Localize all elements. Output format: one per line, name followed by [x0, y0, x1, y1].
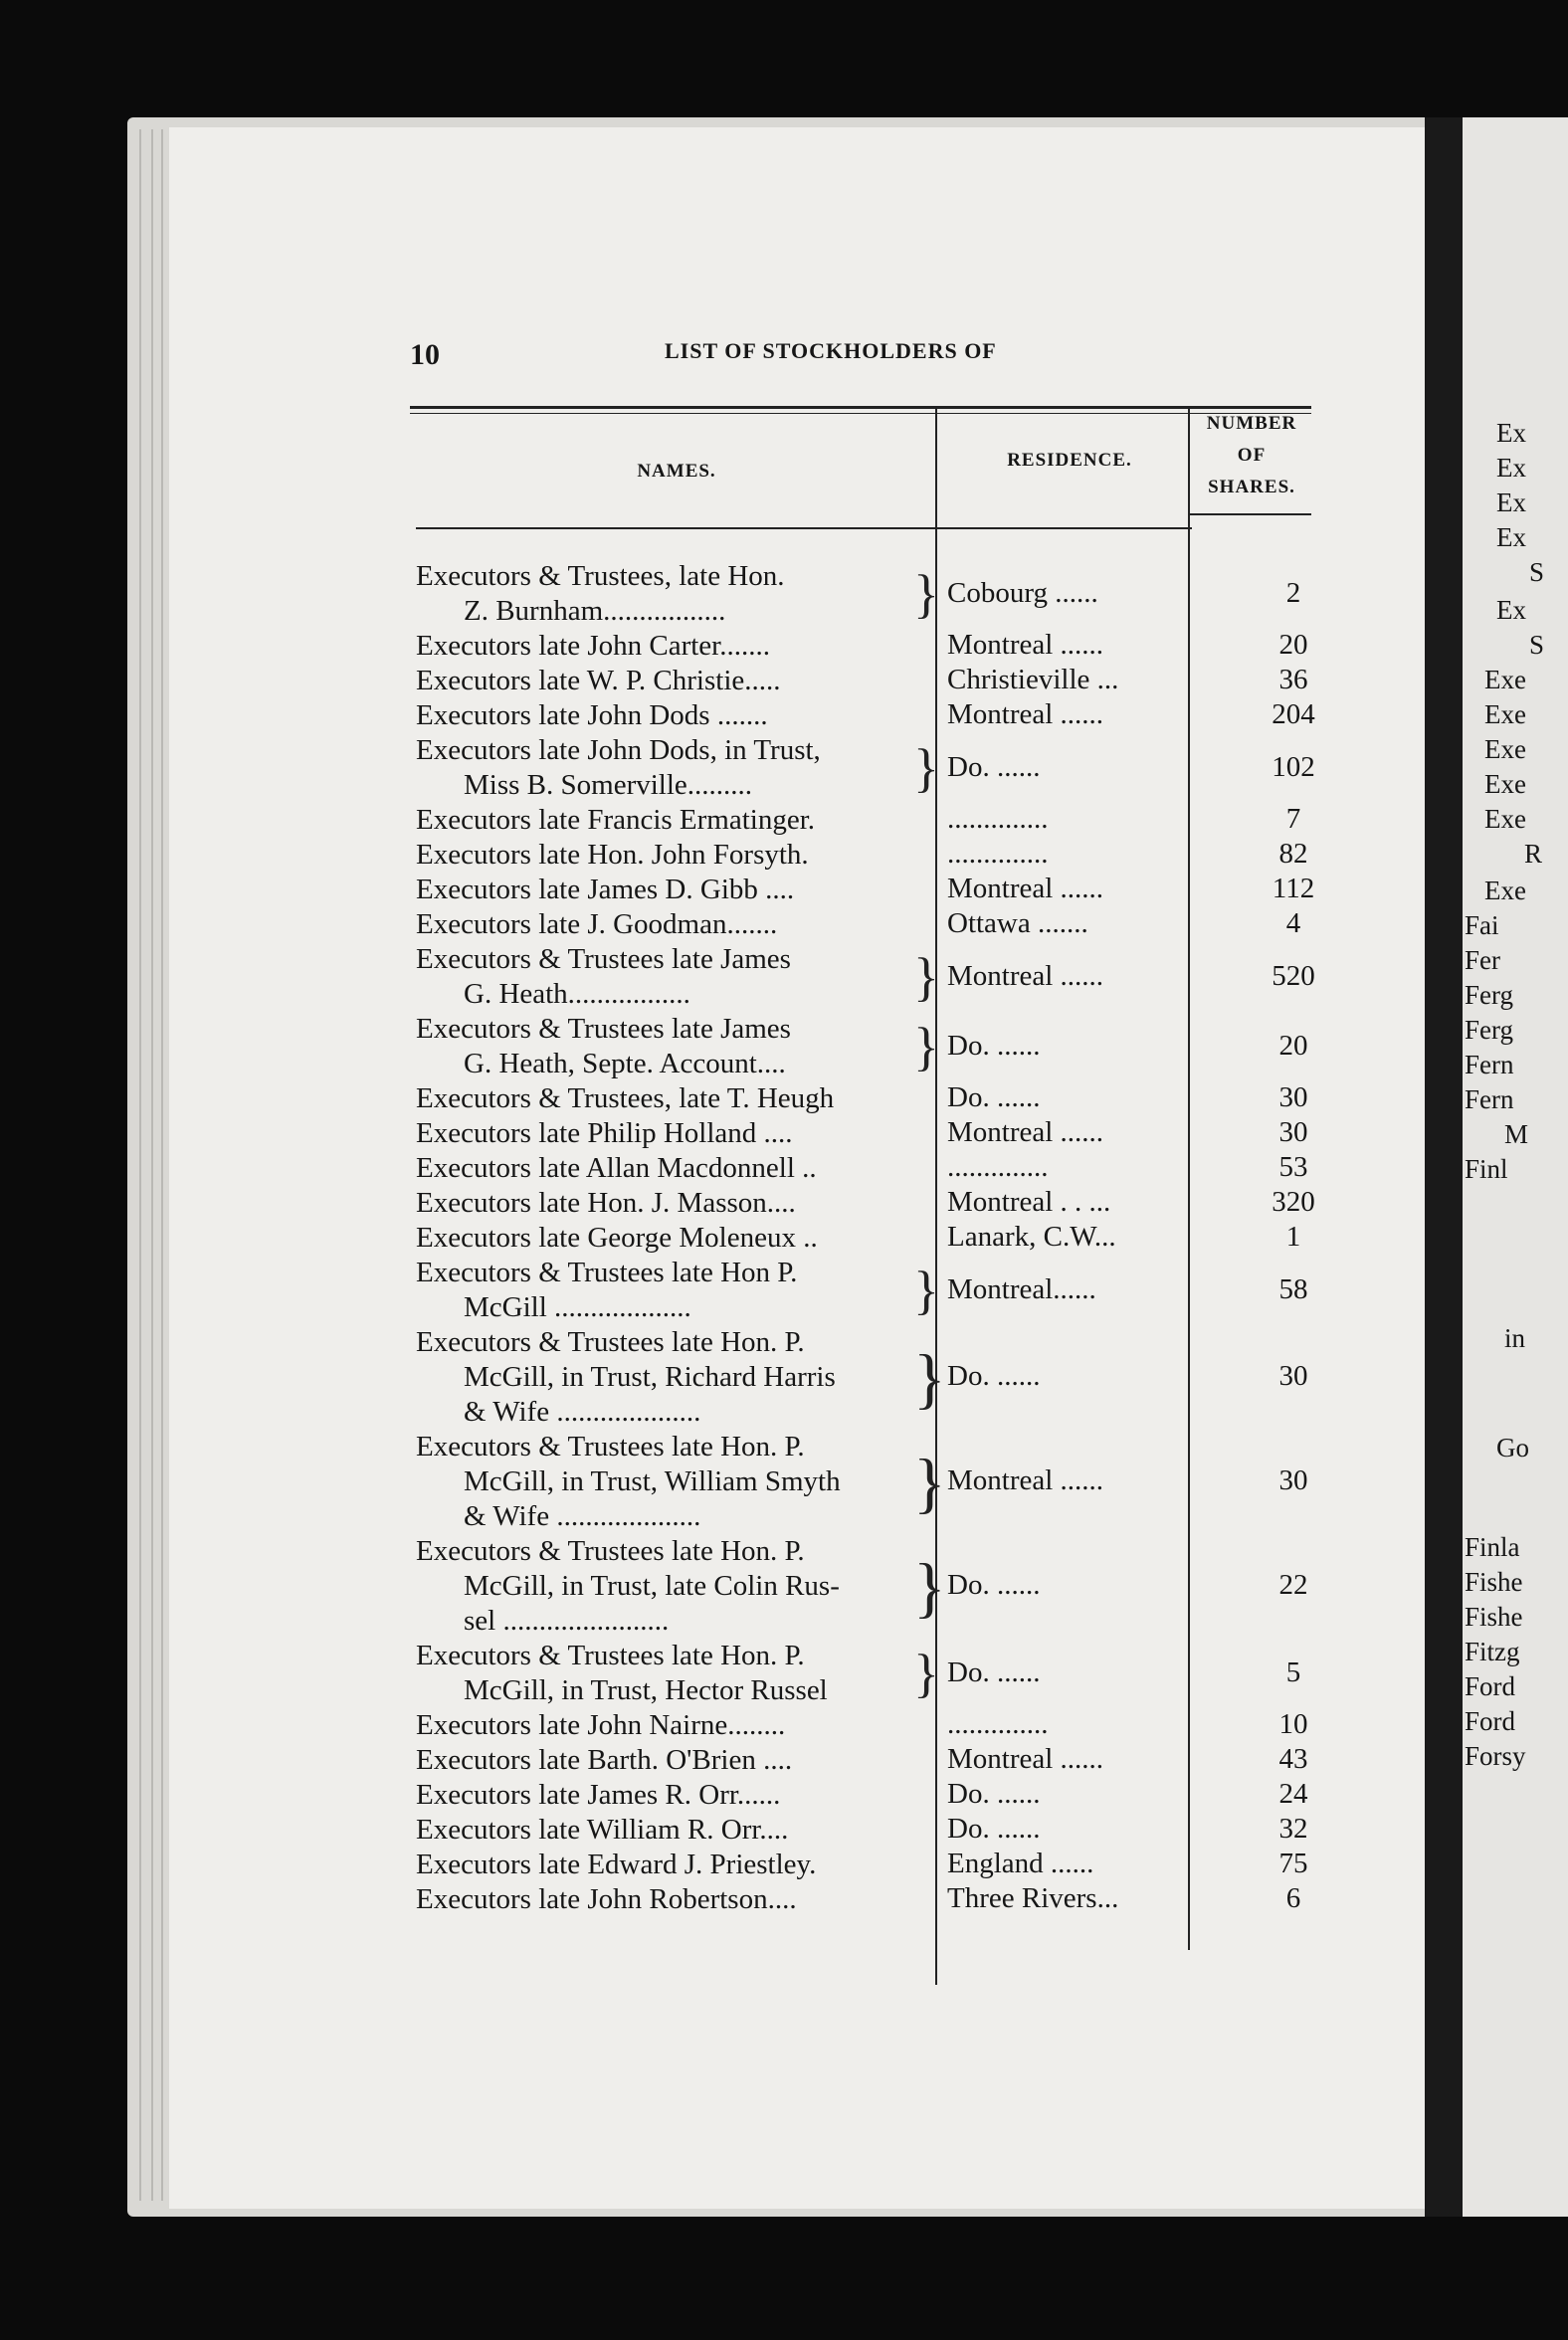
name-line: Executors late John Robertson.... — [416, 1883, 797, 1915]
facing-page-fragment: Exe — [1484, 665, 1526, 694]
stockholder-name — [416, 1708, 785, 1743]
shares-cell: 24 — [1278, 1778, 1308, 1810]
column-header-residence: RESIDENCE. — [1007, 450, 1132, 471]
table-row — [416, 1256, 1311, 1325]
table-row — [416, 629, 1311, 664]
grouping-brace: } — [913, 738, 939, 798]
residence-cell: Ottawa ....... — [947, 907, 1088, 939]
page-edge-line — [161, 129, 163, 2201]
grouping-brace: } — [913, 947, 939, 1007]
residence-cell: Do. ...... — [947, 1778, 1041, 1810]
name-line: Executors late Allan Macdonnell .. — [416, 1152, 817, 1184]
shares-cell: 2 — [1285, 576, 1301, 609]
name-line: McGill, in Trust, late Colin Rus- — [464, 1570, 840, 1602]
facing-page-fragment: Ex — [1496, 453, 1526, 483]
stockholder-name — [416, 1639, 828, 1708]
table-row — [416, 559, 1311, 629]
facing-page-fragment: Fishe — [1465, 1567, 1523, 1597]
facing-page-fragment: Ford — [1465, 1671, 1516, 1701]
stockholder-name — [416, 733, 821, 803]
shares-cell: 20 — [1278, 629, 1308, 661]
running-head: LIST OF STOCKHOLDERS OF — [665, 338, 997, 363]
stockholder-name — [416, 838, 809, 873]
name-line: McGill ................... — [464, 1291, 691, 1323]
residence-cell: .............. — [947, 838, 1049, 870]
facing-page-fragment: Ford — [1465, 1706, 1516, 1736]
shares-cell: 30 — [1278, 1360, 1308, 1392]
table-row — [416, 1151, 1311, 1186]
residence-cell: Montreal ...... — [947, 1743, 1104, 1775]
facing-page-fragment: S — [1529, 630, 1545, 660]
facing-page — [1463, 117, 1568, 2217]
name-line: sel ....................... — [464, 1605, 670, 1637]
table-row — [416, 1221, 1311, 1256]
facing-page-fragment: Ex — [1496, 488, 1526, 517]
stockholder-name — [416, 1186, 796, 1221]
name-line: Executors & Trustees late Hon. P. — [416, 1640, 805, 1671]
residence-cell: Three Rivers... — [947, 1882, 1119, 1914]
table-row — [416, 1708, 1311, 1743]
name-line: Executors & Trustees, late Hon. — [416, 560, 785, 592]
facing-page-fragment: Exe — [1484, 804, 1526, 834]
facing-page-fragment: R — [1524, 839, 1543, 869]
facing-page-fragment: Fern — [1465, 1084, 1514, 1114]
stockholder-name — [416, 559, 785, 629]
name-line: Executors late Philip Holland .... — [416, 1117, 793, 1149]
residence-cell: Cobourg ...... — [947, 576, 1098, 609]
facing-page-fragment: Ex — [1496, 522, 1526, 552]
stockholder-name — [416, 1778, 780, 1813]
table-row — [416, 873, 1315, 907]
name-line: Executors late William R. Orr.... — [416, 1814, 789, 1846]
table-row — [416, 1813, 1311, 1848]
facing-page-fragment: Go — [1496, 1433, 1529, 1462]
name-line: Executors & Trustees late James — [416, 1013, 791, 1045]
table-row — [416, 803, 1311, 838]
page-number: 10 — [410, 338, 440, 371]
stockholder-name — [416, 1116, 793, 1151]
facing-page-fragment: Exe — [1484, 734, 1526, 764]
table-row — [416, 1534, 1311, 1639]
facing-page-fragment: Ferg — [1465, 980, 1514, 1010]
table-row — [416, 1081, 1311, 1116]
stockholder-name — [416, 1221, 818, 1256]
facing-page-fragment: Exe — [1484, 699, 1526, 729]
column-header-names: NAMES. — [637, 461, 716, 482]
facing-page-fragment: Forsy — [1465, 1741, 1526, 1771]
residence-cell: Do. ...... — [947, 1081, 1041, 1113]
grouping-brace: } — [913, 1017, 939, 1076]
stockholder-name — [416, 664, 781, 698]
stockholder-name — [416, 1256, 797, 1325]
grouping-brace: } — [913, 1339, 946, 1416]
facing-page-fragment: Fern — [1465, 1050, 1514, 1079]
grouping-brace: } — [913, 564, 939, 624]
name-line: Executors & Trustees late Hon. P. — [416, 1535, 805, 1567]
stockholder-name — [416, 1151, 817, 1186]
table-row — [416, 1778, 1311, 1813]
facing-page-fragment: Fai — [1465, 910, 1499, 940]
shares-cell: 20 — [1278, 1029, 1308, 1062]
table-row — [416, 698, 1315, 733]
name-line: Executors late John Carter....... — [416, 630, 770, 662]
facing-page-fragment: Ex — [1496, 595, 1526, 625]
column-header-shares — [1190, 408, 1313, 503]
shares-cell: 1 — [1285, 1221, 1301, 1253]
stockholder-name — [416, 1743, 792, 1778]
stockholder-name — [416, 1534, 840, 1639]
shares-cell: 53 — [1278, 1151, 1308, 1183]
name-line: G. Heath, Septe. Account.... — [464, 1048, 786, 1079]
name-line: Executors late Hon. J. Masson.... — [416, 1187, 796, 1219]
shares-cell: 30 — [1278, 1081, 1308, 1113]
facing-page-fragment: Fishe — [1465, 1602, 1523, 1632]
stockholder-name — [416, 629, 770, 664]
shares-cell: 204 — [1272, 698, 1315, 730]
residence-cell: Montreal...... — [947, 1272, 1096, 1305]
shares-cell: 112 — [1272, 873, 1315, 904]
name-line: Executors late James D. Gibb .... — [416, 874, 795, 905]
shares-header-underline — [1190, 513, 1311, 515]
grouping-brace: } — [913, 1644, 939, 1703]
name-line: Executors late W. P. Christie..... — [416, 665, 781, 696]
name-line: Executors late Hon. John Forsyth. — [416, 839, 809, 871]
residence-cell: .............. — [947, 1708, 1049, 1740]
stockholder-name — [416, 1081, 834, 1116]
residence-cell: Do. ...... — [947, 1569, 1041, 1601]
facing-page-fragment: Exe — [1484, 769, 1526, 799]
table-row — [416, 1012, 1311, 1081]
shares-cell: 520 — [1272, 959, 1315, 992]
book-gutter — [1425, 117, 1463, 2217]
name-line: McGill, in Trust, William Smyth — [464, 1465, 841, 1497]
table-row — [416, 942, 1315, 1012]
table-row — [416, 733, 1315, 803]
shares-cell: 102 — [1272, 750, 1315, 783]
shares-cell: 58 — [1278, 1272, 1308, 1305]
facing-page-fragment: in — [1504, 1323, 1526, 1353]
stockholder-name — [416, 1325, 836, 1430]
shares-cell: 36 — [1278, 664, 1308, 695]
name-line: G. Heath................. — [464, 978, 690, 1010]
stockholder-name — [416, 1430, 841, 1534]
shares-cell: 4 — [1285, 907, 1301, 939]
header-underline — [416, 527, 1192, 529]
name-line: Executors & Trustees, late T. Heugh — [416, 1082, 835, 1114]
name-line: Executors late Francis Ermatinger. — [416, 804, 816, 836]
facing-page-fragment: Fitzg — [1465, 1637, 1520, 1666]
name-line: McGill, in Trust, Hector Russel — [464, 1674, 828, 1706]
residence-cell: Montreal ...... — [947, 1116, 1104, 1148]
residence-cell: Do. ...... — [947, 1813, 1041, 1845]
shares-cell: 6 — [1285, 1882, 1301, 1914]
name-line: & Wife .................... — [464, 1396, 701, 1428]
name-line: Executors late John Dods, in Trust, — [416, 734, 821, 766]
facing-page-fragment: S — [1529, 557, 1545, 587]
table-row — [416, 1848, 1311, 1882]
table-row — [416, 1430, 1311, 1534]
stockholder-name — [416, 1012, 791, 1081]
shares-cell: 43 — [1278, 1743, 1308, 1775]
residence-cell: Montreal ...... — [947, 959, 1104, 992]
facing-page-fragment: M — [1504, 1119, 1529, 1149]
table-row — [416, 1882, 1311, 1917]
residence-cell: Montreal . . ... — [947, 1186, 1111, 1218]
table-row — [416, 907, 1311, 942]
table-row — [416, 1325, 1311, 1430]
grouping-brace: } — [913, 1444, 946, 1520]
name-line: Executors & Trustees late Hon. P. — [416, 1431, 805, 1462]
name-line: Z. Burnham................. — [464, 595, 726, 627]
facing-page-fragment: Exe — [1484, 876, 1526, 905]
shares-cell: 30 — [1278, 1464, 1308, 1496]
residence-cell: Montreal ...... — [947, 1464, 1104, 1496]
shares-cell: 22 — [1278, 1569, 1308, 1601]
residence-cell: .............. — [947, 1151, 1049, 1183]
residence-cell: Do. ...... — [947, 1656, 1041, 1688]
shares-header-line: SHARES. — [1208, 477, 1295, 497]
name-line: Executors & Trustees late James — [416, 943, 791, 975]
name-line: Executors late James R. Orr...... — [416, 1779, 781, 1811]
page-edge-line — [151, 129, 153, 2201]
residence-cell: Do. ...... — [947, 1360, 1041, 1392]
residence-cell: Montreal ...... — [947, 629, 1104, 661]
name-line: Executors & Trustees late Hon P. — [416, 1257, 798, 1288]
stockholder-name — [416, 1882, 797, 1917]
shares-header-line: OF — [1237, 445, 1267, 466]
shares-cell: 5 — [1285, 1656, 1301, 1688]
table-row — [416, 664, 1311, 698]
grouping-brace: } — [913, 1548, 946, 1625]
name-line: Executors late J. Goodman....... — [416, 908, 778, 940]
stockholder-name — [416, 1813, 788, 1848]
table-row — [416, 1639, 1311, 1708]
shares-cell: 75 — [1278, 1848, 1308, 1879]
residence-cell: Do. ...... — [947, 750, 1041, 783]
table-row — [416, 1186, 1315, 1221]
shares-header-line: NUMBER — [1206, 413, 1297, 434]
name-line: & Wife .................... — [464, 1500, 701, 1532]
name-line: Executors late George Moleneux .. — [416, 1222, 818, 1254]
residence-cell: Montreal ...... — [947, 873, 1104, 904]
table-row — [416, 1116, 1311, 1151]
table-row — [416, 838, 1311, 873]
name-line: Miss B. Somerville......... — [464, 769, 753, 801]
shares-cell: 82 — [1278, 838, 1308, 870]
shares-cell: 32 — [1278, 1813, 1308, 1845]
shares-cell: 320 — [1272, 1186, 1315, 1218]
residence-cell: Christieville ... — [947, 664, 1119, 695]
facing-page-fragment: Finl — [1465, 1154, 1508, 1184]
facing-page-fragment: Fer — [1465, 945, 1500, 975]
name-line: Executors late Barth. O'Brien .... — [416, 1744, 793, 1776]
residence-cell: Montreal ...... — [947, 698, 1104, 730]
stockholder-name — [416, 1848, 816, 1882]
stockholder-name — [416, 942, 791, 1012]
stockholder-name — [416, 803, 815, 838]
page-edge-line — [139, 129, 141, 2201]
stockholder-name — [416, 873, 794, 907]
residence-cell: .............. — [947, 803, 1049, 835]
shares-cell: 10 — [1278, 1708, 1308, 1740]
name-line: Executors & Trustees late Hon. P. — [416, 1326, 805, 1358]
name-line: Executors late Edward J. Priestley. — [416, 1849, 817, 1880]
table-row — [416, 1743, 1311, 1778]
shares-cell: 30 — [1278, 1116, 1308, 1148]
residence-cell: Do. ...... — [947, 1029, 1041, 1062]
grouping-brace: } — [913, 1261, 939, 1320]
facing-page-fragment: Ex — [1496, 418, 1526, 448]
header-double-rule-bottom — [410, 413, 1311, 414]
name-line: McGill, in Trust, Richard Harris — [464, 1361, 836, 1393]
residence-cell: England ...... — [947, 1848, 1094, 1879]
name-line: Executors late John Dods ....... — [416, 699, 768, 731]
facing-page-fragment: Finla — [1465, 1532, 1520, 1562]
header-double-rule-top — [410, 406, 1311, 409]
name-line: Executors late John Nairne........ — [416, 1709, 786, 1741]
residence-cell: Lanark, C.W... — [947, 1221, 1116, 1253]
shares-cell: 7 — [1285, 803, 1301, 835]
stockholder-name — [416, 907, 777, 942]
stockholder-name — [416, 698, 768, 733]
facing-page-fragment: Ferg — [1465, 1015, 1514, 1045]
